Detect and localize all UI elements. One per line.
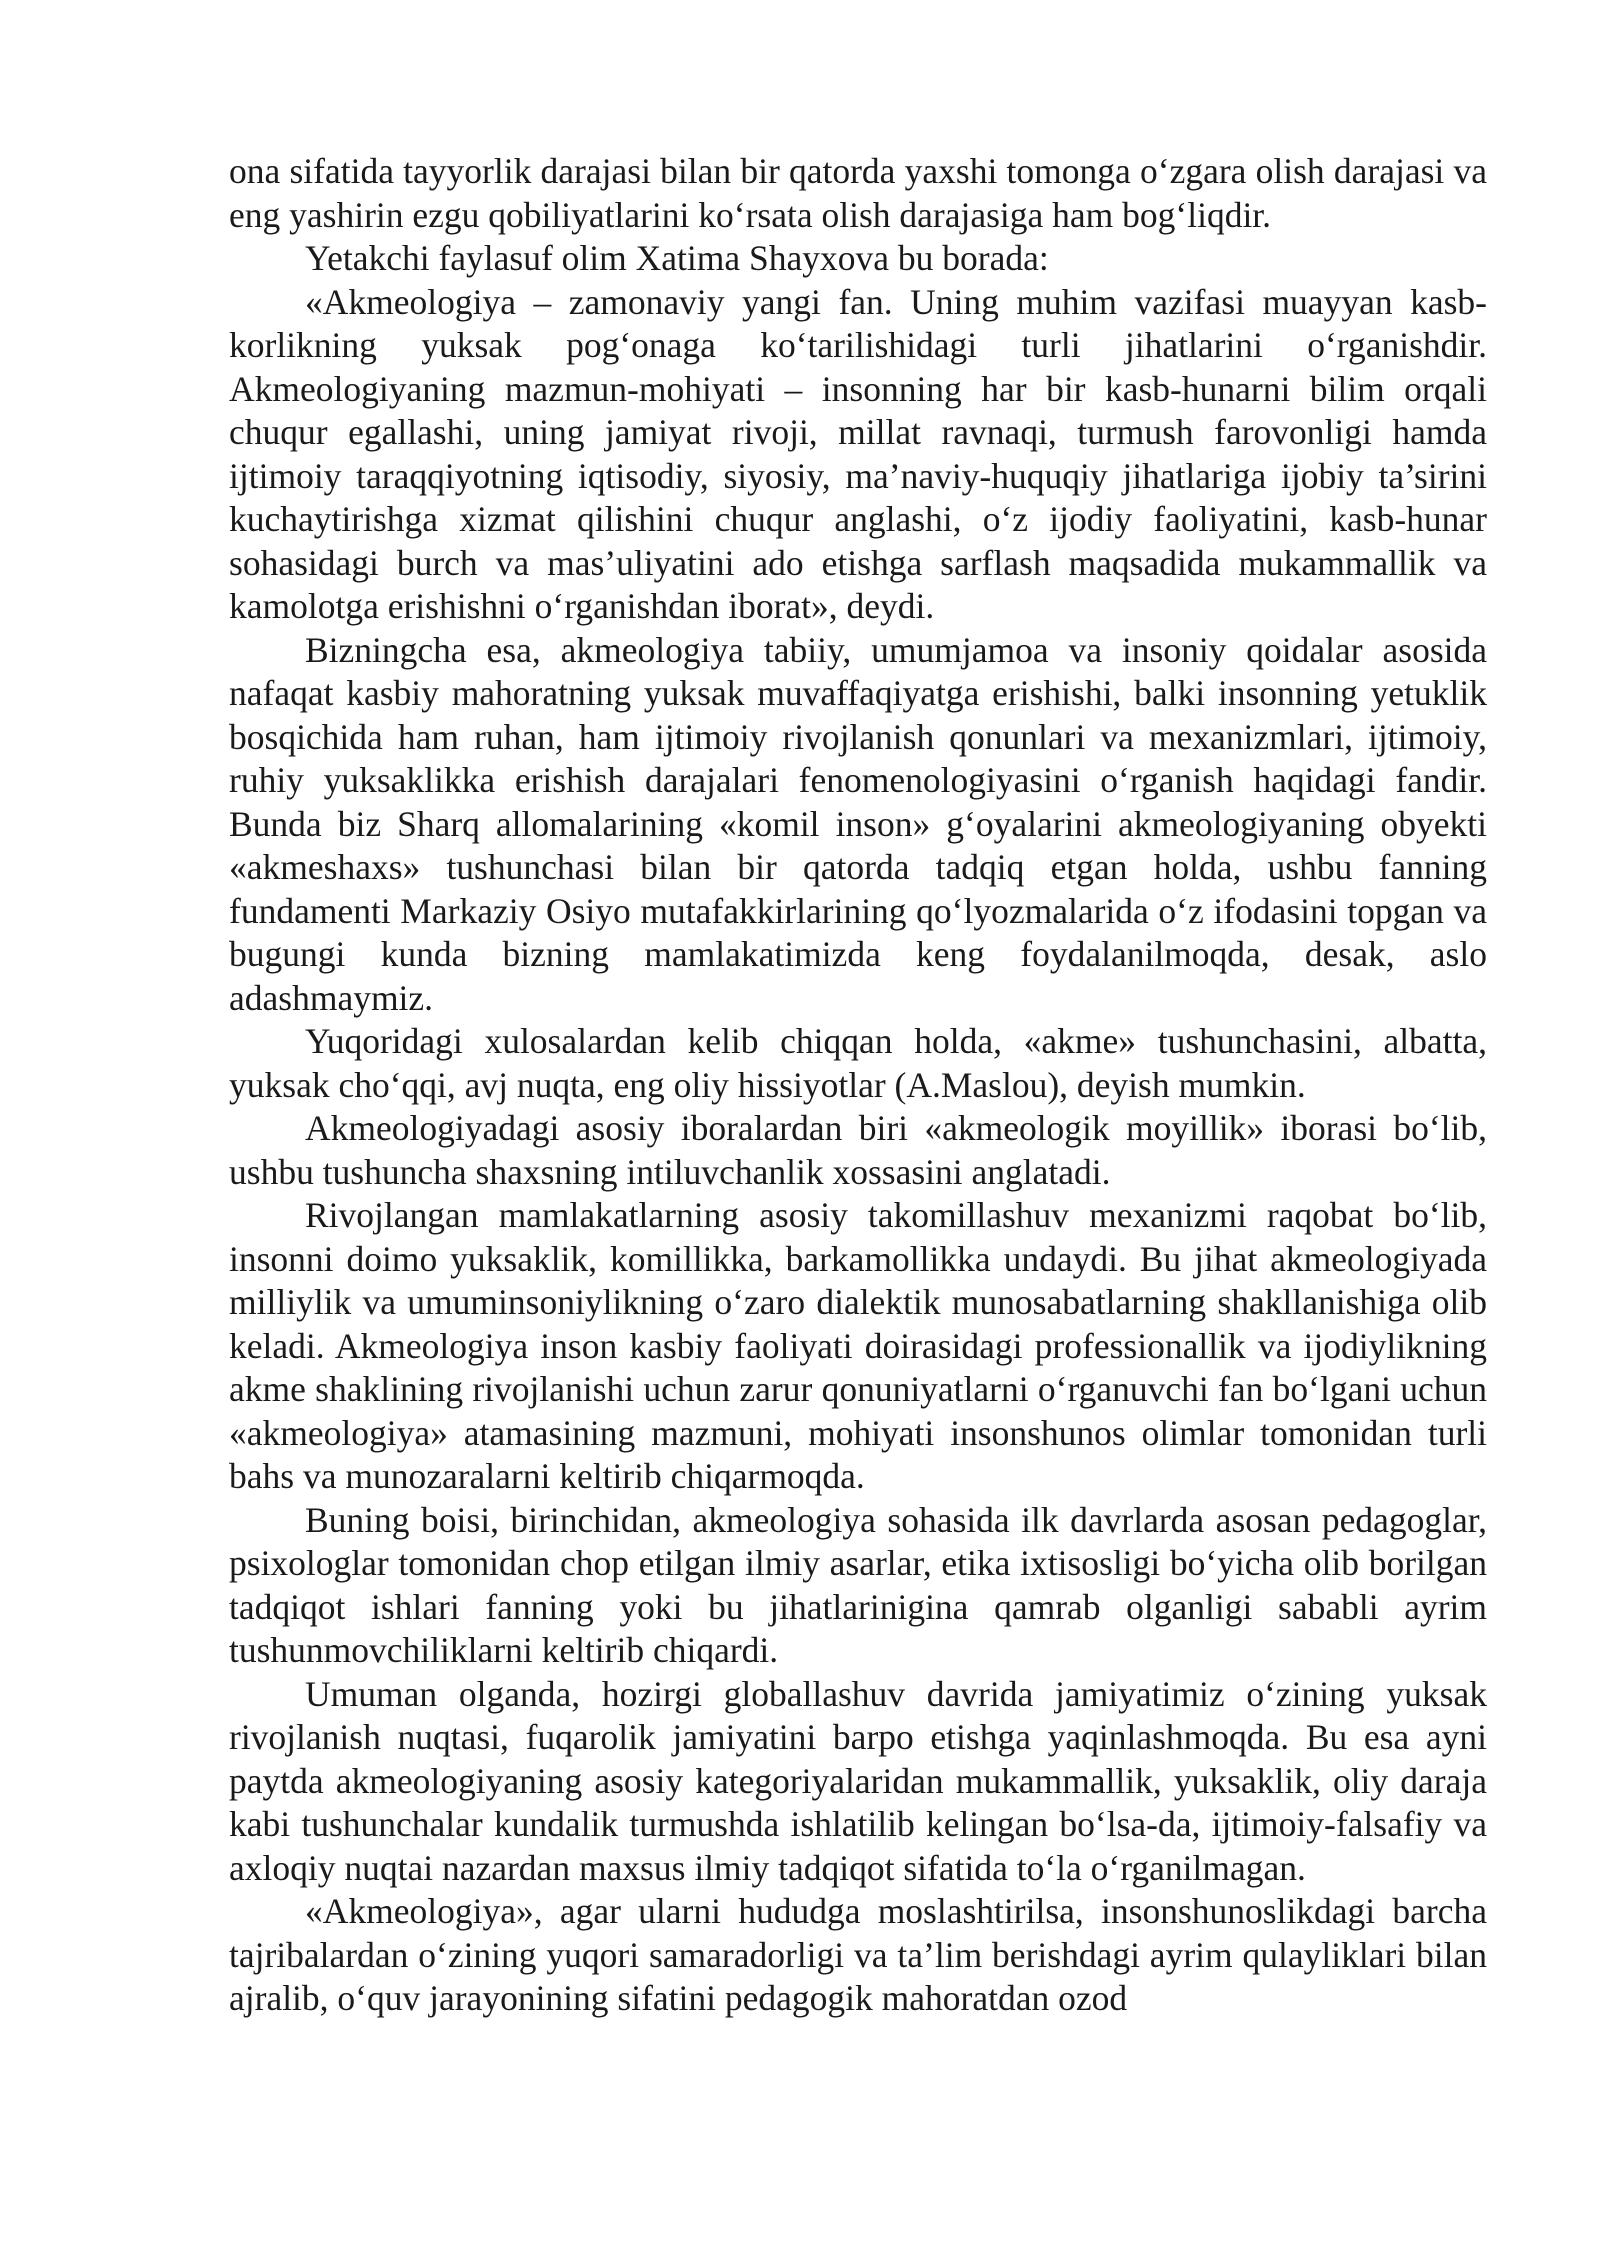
- paragraph-reason: Buning boisi, birinchidan, akmeologiya sohasida ilk davrlarda asosan pedagoglar, psixologlar tomonidan chop etilgan ilmiy asarlar, etika ixtisosligi bo‘yicha olib borilgan tadqiqot ishlari fanning yoki bu jihatlarinigina qamrab olganligi sababli ayrim tushunmovchiliklarni keltirib chiqardi.: [229, 1499, 1487, 1670]
- paragraph-intro-quote: Yetakchi faylasuf olim Xatima Shayxova bu borada:: [305, 238, 1049, 278]
- paragraph-akme-concept: Yuqoridagi xulosalardan kelib chiqqan holda, «akme» tushunchasini, albatta, yuksak cho‘qqi, avj nuqta, eng oliy hissiyotlar (A.Maslou), deyish mumkin.: [229, 1021, 1487, 1105]
- paragraph-globalization: Umuman olganda, hozirgi globallashuv davrida jamiyatimiz o‘zining yuksak rivojlanish nuqtasi, fuqarolik jamiyatini barpo etishga yaqinlashmoqda. Bu esa ayni paytda akmeologiyaning asosiy kategoriyalaridan mukammallik, yuksaklik, oliy daraja kabi tushunchalar kundalik turmushda ishlatilib kelingan bo‘lsa-da, ijtimoiy-falsafiy va axloqiy nuqtai nazardan maxsus ilmiy tadqiqot sifatida to‘la o‘rganilmagan.: [229, 1673, 1487, 1888]
- paragraph-quote-shayxova: «Akmeologiya – zamonaviy yangi fan. Uning muhim vazifasi muayyan kasb-korlikning yuksak pog‘onaga ko‘tarilishidagi turli jihatlarini o‘rganishdir. Akmeologiyaning mazmun-mohiyati – insonning har bir kasb-hunarni bilim orqali chuqur egallashi, uning jamiyat rivoji, millat ravnaqi, turmush farovonligi hamda ijtimoiy taraqqiyotning iqtisodiy, siyosiy, ma’naviy-huquqiy jihatlariga ijobiy ta’sirini kuchaytirishga xizmat qilishini chuqur anglashi, o‘z ijodiy faoliyatini, kasb-hunar sohasidagi burch va mas’uliyatini ado etishga sarflash maqsadida mukammallik va kamolotga erishishni o‘rganishdan iborat», deydi.: [229, 281, 1487, 626]
- paragraph-developed-countries: Rivojlangan mamlakatlarning asosiy takomillashuv mexanizmi raqobat bo‘lib, insonni doimo yuksaklik, komillikka, barkamollikka undaydi. Bu jihat akmeologiyada milliylik va umuminsoniylikning o‘zaro dialektik munosabatlarning shakllanishiga olib keladi. Akmeologiya inson kasbiy faoliyati doirasidagi professionallik va ijodiylikning akme shaklining rivojlanishi uchun zarur qonuniyatlarni o‘rganuvchi fan bo‘lgani uchun «akmeologiya» atamasining mazmuni, mohiyati insonshunos olimlar tomonidan turli bahs va munozaralarni keltirib chiqarmoqda.: [229, 1195, 1487, 1496]
- document-page: [229, 150, 1487, 2021]
- paragraph-akmeological-tendency: Akmeologiyadagi asosiy iboralardan biri «akmeologik moyillik» iborasi bo‘lib, ushbu tushuncha shaxsning intiluvchanlik xossasini anglatadi.: [229, 1108, 1487, 1192]
- paragraph-author-view: Bizningcha esa, akmeologiya tabiiy, umumjamoa va insoniy qoidalar asosida nafaqat kasbiy mahoratning yuksak muvaffaqiyatga erishishi, balki insonning yetuklik bosqichida ham ruhan, ham ijtimoiy rivojlanish qonunlari va mexanizmlari, ijtimoiy, ruhiy yuksaklikka erishish darajalari fenomenologiyasini o‘rganish haqidagi fandir. Bunda biz Sharq allomalarining «komil inson» g‘oyalarini akmeologiyaning obyekti «akmeshaxs» tushunchasi bilan bir qatorda tadqiq etgan holda, ushbu fanning fundamenti Markaziy Osiyo mutafakkirlarining qo‘lyozmalarida o‘z ifodasini topgan va bugungi kunda bizning mamlakatimizda keng foydalanilmoqda, desak, aslo adashmaymiz.: [229, 629, 1487, 1018]
- paragraph-continuation: ona sifatida tayyorlik darajasi bilan bir qatorda yaxshi tomonga o‘zgara olish darajasi va eng yashirin ezgu qobiliyatlarini ko‘rsata olish darajasiga ham bog‘liqdir.: [229, 151, 1487, 235]
- paragraph-akmeology-regional: «Akmeologiya», agar ularni hududga moslashtirilsa, insonshunoslikdagi barcha tajribalardan o‘zining yuqori samaradorligi va ta’lim berishdagi ayrim qulayliklari bilan ajralib, o‘quv jarayonining sifatini pedagogik mahoratdan ozod: [229, 1891, 1487, 2018]
